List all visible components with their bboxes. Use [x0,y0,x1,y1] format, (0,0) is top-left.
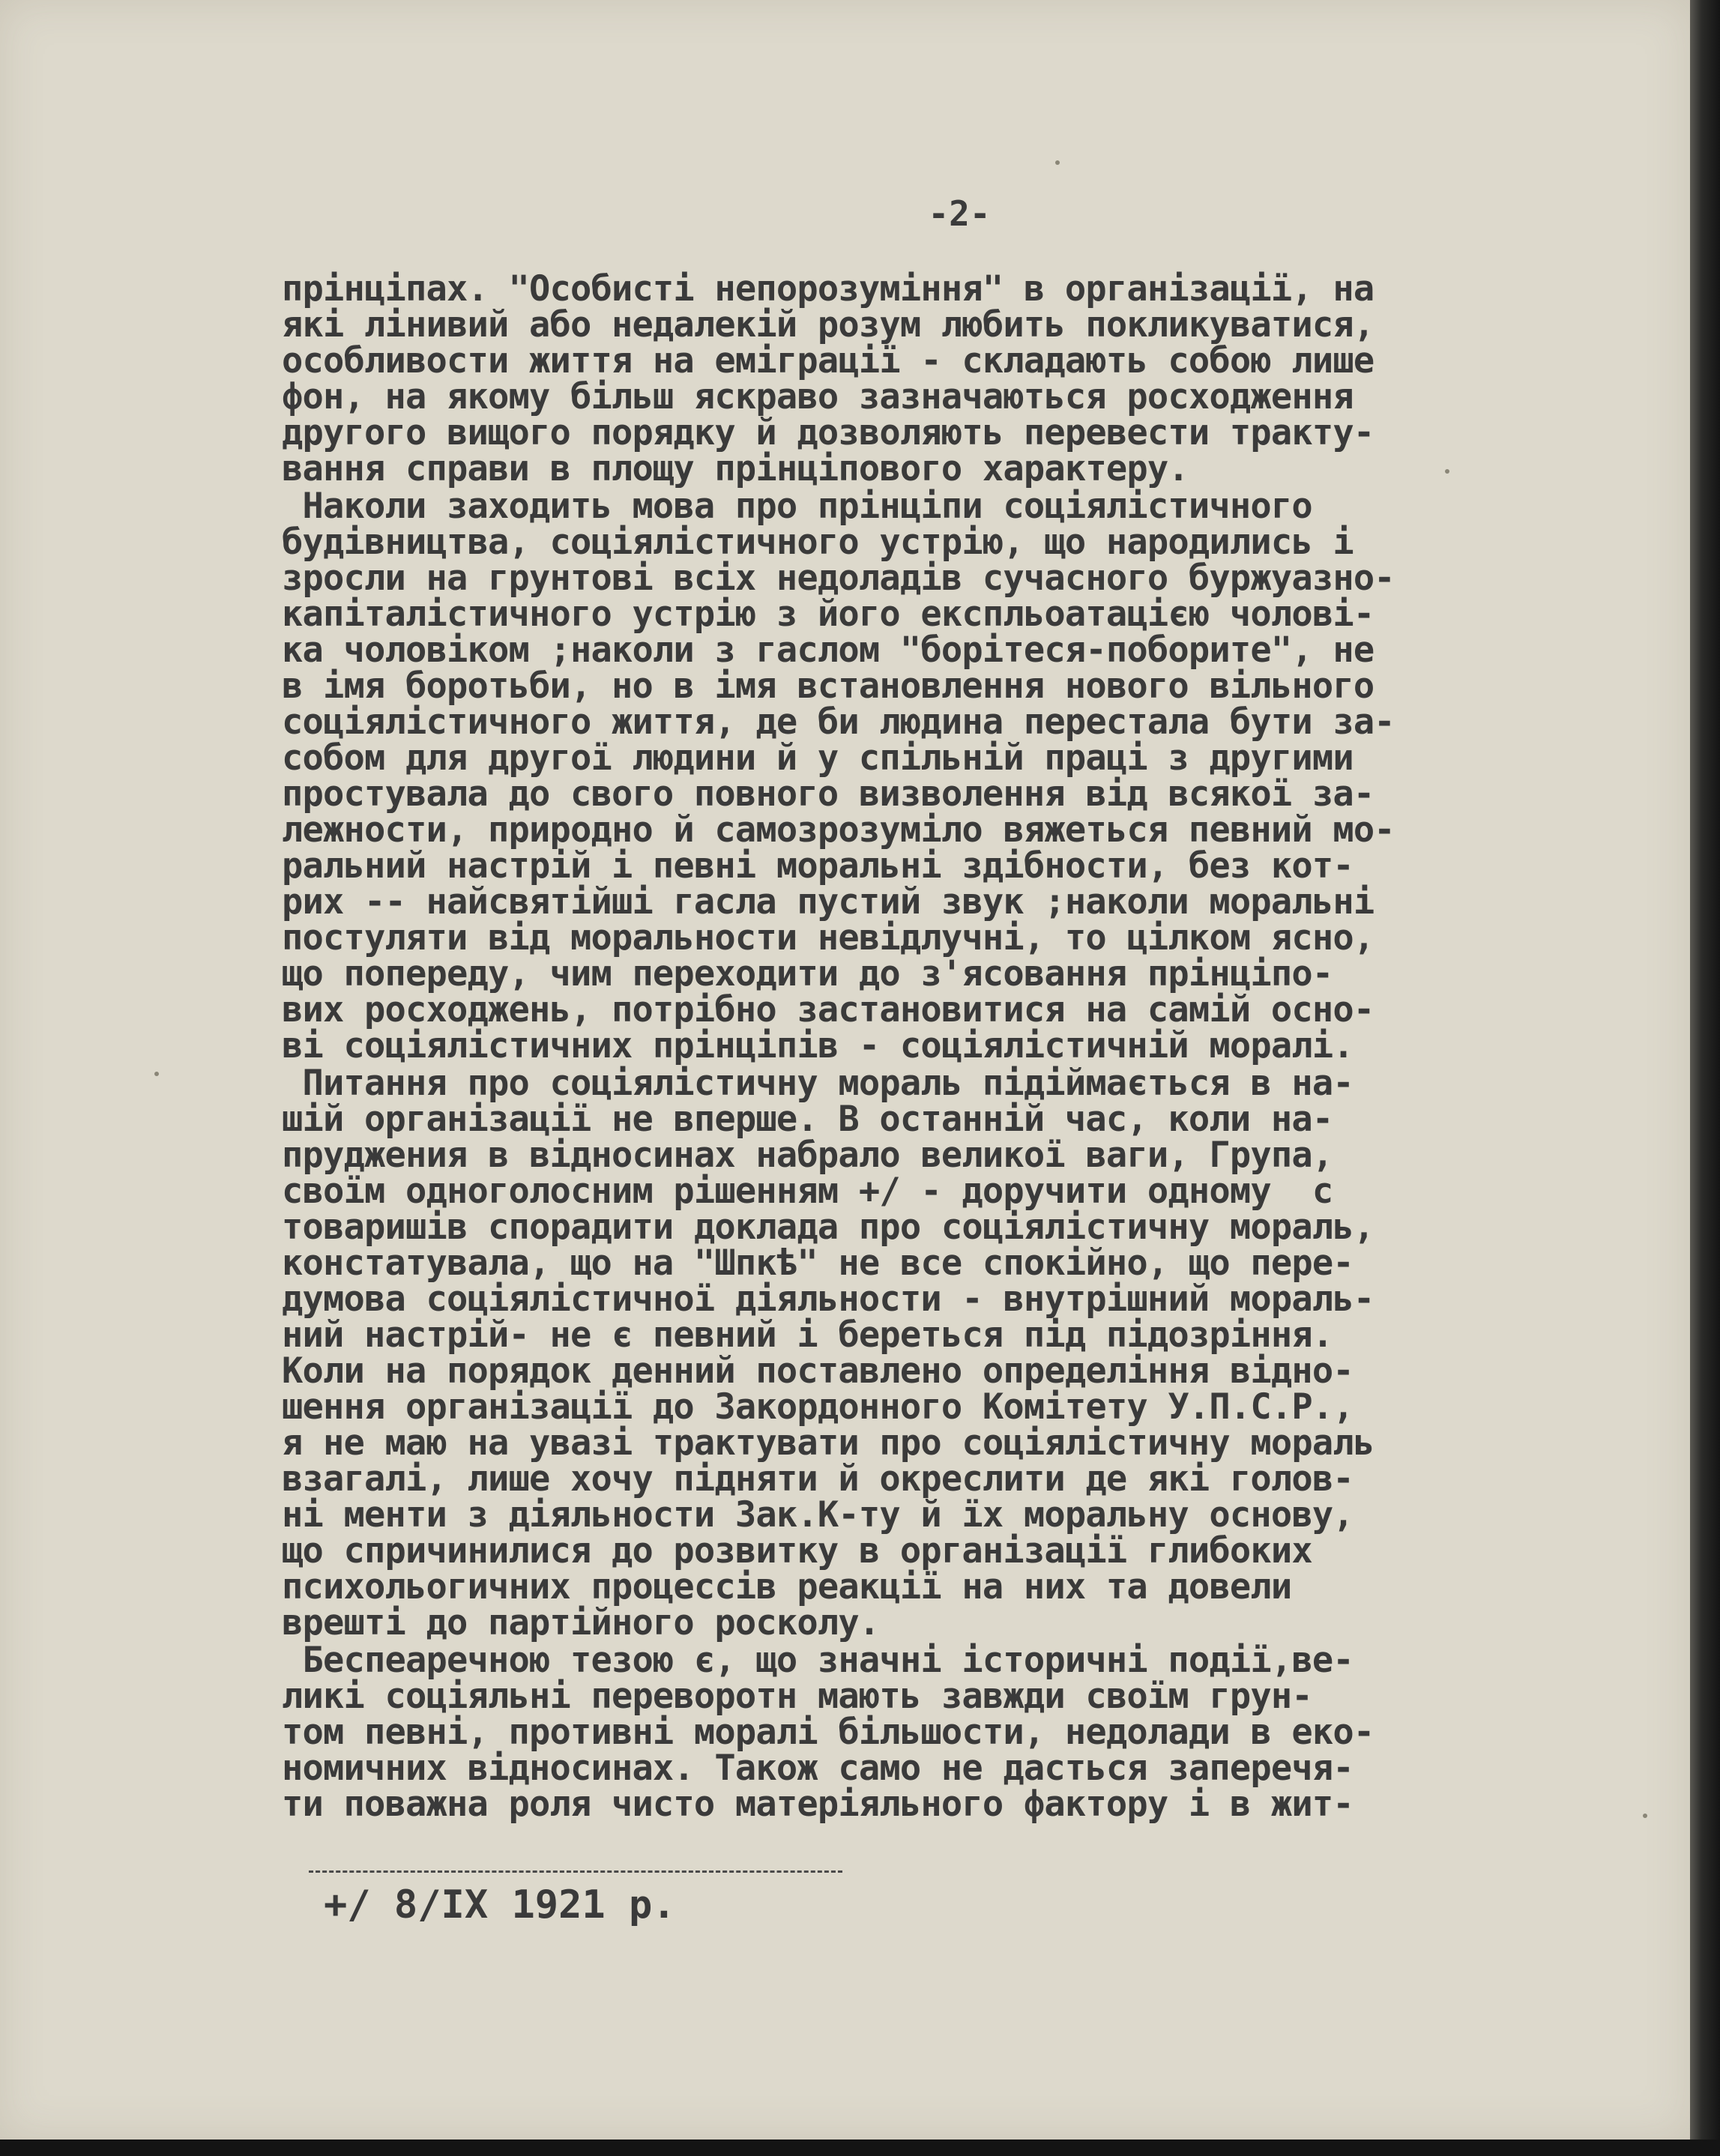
text-line: особливости життя на еміграції - складають собою лише [282,340,1375,381]
footnote: +/ 8/IX 1921 р. [324,1882,676,1927]
text-line: зросли на грунтові всіх недоладів сучасного буржуазно- [282,558,1395,599]
footnote-divider [309,1870,842,1873]
text-line: вання справи в площу прінціпового характеру. [282,448,1189,489]
paragraph [282,268,1608,489]
text-line: Наколи заходить мова про прінціпи соціялістичного [282,486,1312,527]
text-line: лежности, природно й самозрозуміло вяжеться певний мо- [282,809,1395,851]
text-line: товаришів спорадити доклада про соціялістичну мораль, [282,1207,1375,1248]
text-line: простувала до свого повного визволення від всякої за- [282,773,1375,815]
text-line: що попереду, чим переходити до з'ясовання прінціпо- [282,953,1333,994]
paragraph [282,1640,1608,1825]
text-line: ти поважна роля чисто матеріяльного фактору і в жит- [282,1784,1354,1825]
text-line: психольогичних процессів реакції на них та довели [282,1566,1292,1607]
text-line: ний настрій- не є певний і береться під підозріння. [282,1314,1333,1356]
text-line: том певні, противні моралі більшости, недолади в еко- [282,1712,1375,1753]
text-line: ликі соціяльні переворотн мають завжди своїм грун- [282,1676,1312,1717]
text-line: шення організації до Закордонного Комітету У.П.С.Р., [282,1386,1354,1428]
body-text [282,268,1608,1825]
text-line: номичних відносинах. Також само не дасться заперечя- [282,1748,1354,1789]
text-line: пруджения в відносинах набрало великої ваги, Група, [282,1135,1333,1176]
text-line: що спричинилися до розвитку в організації глибоких [282,1530,1312,1571]
text-line: Коли на порядок денний поставлено определіння відно- [282,1350,1354,1392]
paper-speck [1445,469,1449,474]
text-line: другого вищого порядку й дозволяють перевести тракту- [282,412,1375,453]
paragraph [282,486,1608,1066]
paper-speck [1055,160,1060,165]
text-line: своїм одноголосним рішенням +/ - доручити одному с [282,1171,1333,1212]
text-line: капіталістичного устрію з його експльоатацією чолові- [282,594,1375,635]
text-line: констатувала, що на "Шпкѣ" не все спокійно, що пере- [282,1242,1354,1284]
page-number: -2- [928,193,991,234]
text-line: вих росходжень, потрібно застановитися на самій осно- [282,989,1375,1030]
text-line: собом для другої людини й у спільній праці з другими [282,737,1354,779]
text-line: ральний настрій і певні моральні здібности, без кот- [282,845,1354,887]
text-line: постуляти від моральности невідлучні, то цілком ясно, [282,917,1375,958]
text-line: в імя боротьби, но в імя встановлення нового вільного [282,665,1375,707]
text-line: соціялістичного життя, де би людина перестала бути за- [282,701,1395,743]
text-line: ві соціялістичних прінціпів - соціялістичній моралі. [282,1025,1354,1066]
text-line: думова соціялістичної діяльности - внутрішний мораль- [282,1278,1375,1320]
text-line: Беспеаречною тезою є, що значні історичні події,ве- [282,1640,1354,1681]
text-line: Питання про соціялістичну мораль підіймається в на- [282,1063,1354,1104]
text-line: рих -- найсвятійші гасла пустий звук ;наколи моральні [282,881,1375,923]
paper-speck [154,1072,159,1076]
text-line: ні менти з діяльности Зак.К-ту й їх моральну основу, [282,1494,1354,1536]
text-line: я не маю на увазі трактувати про соціялістичну мораль [282,1422,1375,1464]
text-line: врешті до партійного росколу. [282,1602,880,1643]
paragraph [282,1063,1608,1643]
text-line: які лінивий або недалекій розум любить покликуватися, [282,304,1375,345]
text-line: шій організації не вперше. В останній час, коли на- [282,1099,1333,1140]
text-line: прінціпах. "Особисті непорозуміння" в організації, на [282,268,1375,309]
text-line: будівництва, соціялістичного устрію, що народились і [282,522,1354,563]
text-line: ка чоловіком ;наколи з гаслом "борітеся-поборите", не [282,629,1375,671]
text-line: взагалі, лише хочу підняти й окреслити де які голов- [282,1458,1354,1500]
scan-edge-bottom [0,2140,1720,2156]
paper-speck [1643,1814,1647,1818]
scan-edge-right [1690,0,1720,2156]
text-line: фон, на якому більш яскраво зазначаються росходження [282,376,1354,417]
